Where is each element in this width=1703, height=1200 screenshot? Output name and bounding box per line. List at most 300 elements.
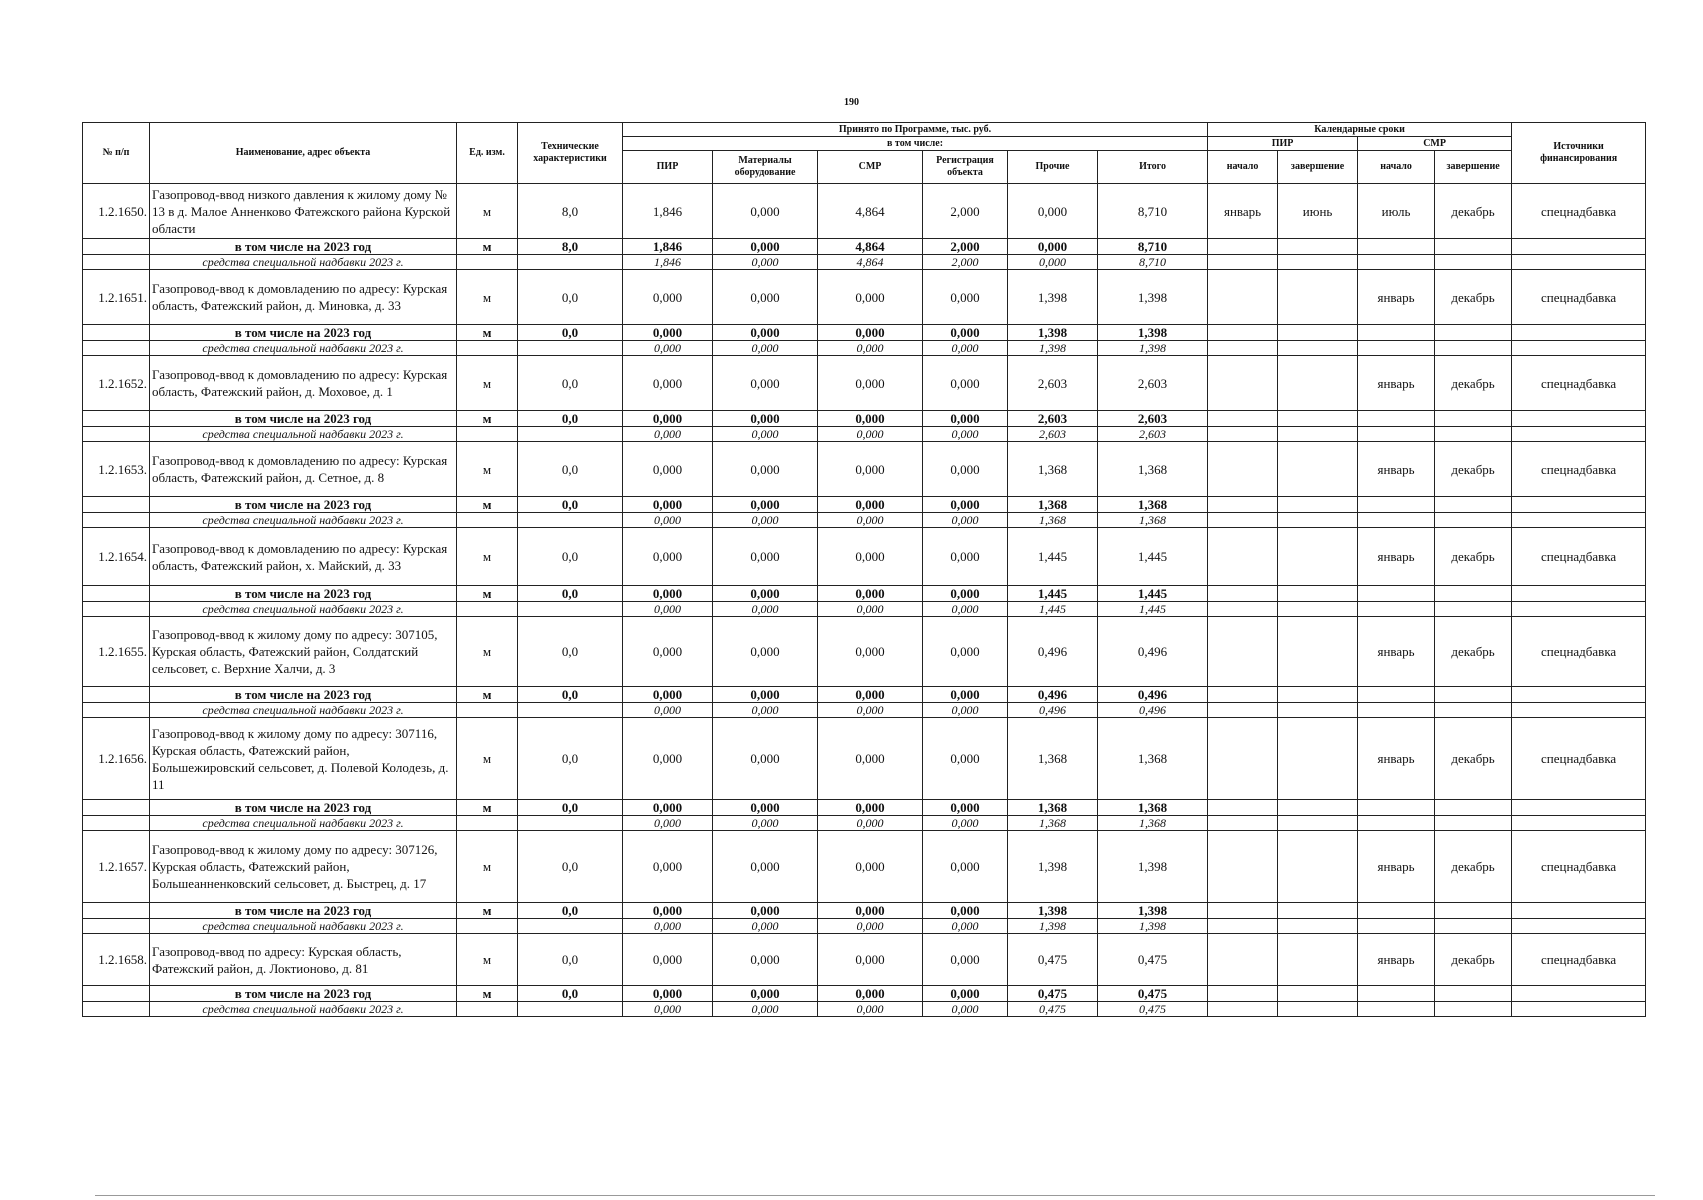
total-cell: 1,368 xyxy=(1098,513,1208,528)
other-cell: 0,496 xyxy=(1008,617,1098,687)
empty-cell xyxy=(1435,325,1512,341)
special-fund-row xyxy=(83,1002,1646,1017)
empty-cell xyxy=(518,602,623,617)
object-name: Газопровод-ввод к домовладению по адресу: Курская область, Фатежский район, х. Майский, д. 33 xyxy=(150,528,457,586)
smr-end-cell: декабрь xyxy=(1435,831,1512,903)
special-fund-label: средства специальной надбавки 2023 г. xyxy=(150,816,457,831)
registration-cell: 0,000 xyxy=(923,528,1008,586)
empty-cell xyxy=(1358,255,1435,270)
empty-cell xyxy=(1435,986,1512,1002)
empty-cell xyxy=(83,325,150,341)
pir-end-cell xyxy=(1278,442,1358,497)
empty-cell xyxy=(457,703,518,718)
registration-cell: 0,000 xyxy=(923,442,1008,497)
empty-cell xyxy=(1278,816,1358,831)
total-cell: 1,398 xyxy=(1098,903,1208,919)
empty-cell xyxy=(83,427,150,442)
other-cell: 1,368 xyxy=(1008,513,1098,528)
unit-cell: м xyxy=(457,356,518,411)
empty-cell xyxy=(1435,800,1512,816)
empty-cell xyxy=(83,586,150,602)
year-subtotal-label: в том числе на 2023 год xyxy=(150,497,457,513)
other-cell: 1,368 xyxy=(1008,442,1098,497)
source-cell: спецнадбавка xyxy=(1512,356,1646,411)
other-cell: 1,445 xyxy=(1008,586,1098,602)
total-cell: 1,398 xyxy=(1098,831,1208,903)
smr-cell: 0,000 xyxy=(818,934,923,986)
year-subtotal-label: в том числе на 2023 год xyxy=(150,586,457,602)
object-name: Газопровод-ввод к жилому дому по адресу: 307116, Курская область, Фатежский район, Большежировский сельсовет, д. Полевой Колодезь, д. 11 xyxy=(150,718,457,800)
materials-cell: 0,000 xyxy=(713,687,818,703)
special-fund-label: средства специальной надбавки 2023 г. xyxy=(150,427,457,442)
registration-cell: 0,000 xyxy=(923,325,1008,341)
smr-cell: 0,000 xyxy=(818,703,923,718)
unit-cell: м xyxy=(457,934,518,986)
total-cell: 8,710 xyxy=(1098,255,1208,270)
materials-cell: 0,000 xyxy=(713,586,818,602)
other-cell: 2,603 xyxy=(1008,411,1098,427)
object-name: Газопровод-ввод к жилому дому по адресу: 307105, Курская область, Фатежский район, Солдатский сельсовет, с. Верхние Халчи, д. 3 xyxy=(150,617,457,687)
table-row xyxy=(83,356,1646,411)
tech-cell: 0,0 xyxy=(518,831,623,903)
other-cell: 1,398 xyxy=(1008,270,1098,325)
empty-cell xyxy=(1435,816,1512,831)
empty-cell xyxy=(1208,255,1278,270)
empty-cell xyxy=(1278,427,1358,442)
empty-cell xyxy=(1435,341,1512,356)
pir-start-cell xyxy=(1208,617,1278,687)
registration-cell: 2,000 xyxy=(923,184,1008,239)
empty-cell xyxy=(83,986,150,1002)
table-row xyxy=(83,442,1646,497)
source-cell: спецнадбавка xyxy=(1512,831,1646,903)
smr-cell: 0,000 xyxy=(818,903,923,919)
year-subtotal-label: в том числе на 2023 год xyxy=(150,687,457,703)
empty-cell xyxy=(1278,497,1358,513)
materials-cell: 0,000 xyxy=(713,831,818,903)
header-cal-pir: ПИР xyxy=(1208,137,1358,151)
empty-cell xyxy=(83,341,150,356)
pir-cell: 0,000 xyxy=(623,356,713,411)
other-cell: 2,603 xyxy=(1008,356,1098,411)
pir-cell: 0,000 xyxy=(623,513,713,528)
smr-cell: 0,000 xyxy=(818,986,923,1002)
smr-cell: 0,000 xyxy=(818,341,923,356)
total-cell: 0,496 xyxy=(1098,617,1208,687)
source-cell: спецнадбавка xyxy=(1512,718,1646,800)
pir-cell: 0,000 xyxy=(623,528,713,586)
unit-cell: м xyxy=(457,497,518,513)
empty-cell xyxy=(1208,341,1278,356)
pir-end-cell xyxy=(1278,718,1358,800)
unit-cell: м xyxy=(457,184,518,239)
registration-cell: 0,000 xyxy=(923,800,1008,816)
row-number: 1.2.1651. xyxy=(83,270,150,325)
other-cell: 0,000 xyxy=(1008,255,1098,270)
empty-cell xyxy=(1208,513,1278,528)
materials-cell: 0,000 xyxy=(713,703,818,718)
empty-cell xyxy=(1358,703,1435,718)
empty-cell xyxy=(1358,816,1435,831)
materials-cell: 0,000 xyxy=(713,513,818,528)
empty-cell xyxy=(1358,903,1435,919)
header-pir: ПИР xyxy=(623,151,713,184)
empty-cell xyxy=(1512,986,1646,1002)
tech-cell: 8,0 xyxy=(518,239,623,255)
tech-cell: 0,0 xyxy=(518,903,623,919)
tech-cell: 0,0 xyxy=(518,586,623,602)
registration-cell: 0,000 xyxy=(923,986,1008,1002)
empty-cell xyxy=(1208,497,1278,513)
empty-cell xyxy=(1358,586,1435,602)
empty-cell xyxy=(1512,513,1646,528)
row-number: 1.2.1652. xyxy=(83,356,150,411)
special-fund-label: средства специальной надбавки 2023 г. xyxy=(150,1002,457,1017)
row-number: 1.2.1653. xyxy=(83,442,150,497)
empty-cell xyxy=(83,919,150,934)
smr-end-cell: декабрь xyxy=(1435,528,1512,586)
header-including: в том числе: xyxy=(623,137,1208,151)
total-cell: 1,398 xyxy=(1098,341,1208,356)
registration-cell: 0,000 xyxy=(923,341,1008,356)
special-fund-label: средства специальной надбавки 2023 г. xyxy=(150,703,457,718)
empty-cell xyxy=(457,427,518,442)
empty-cell xyxy=(1512,602,1646,617)
registration-cell: 0,000 xyxy=(923,934,1008,986)
other-cell: 0,496 xyxy=(1008,703,1098,718)
total-cell: 2,603 xyxy=(1098,411,1208,427)
registration-cell: 0,000 xyxy=(923,602,1008,617)
pir-cell: 1,846 xyxy=(623,255,713,270)
pir-cell: 0,000 xyxy=(623,816,713,831)
pir-cell: 0,000 xyxy=(623,718,713,800)
total-cell: 1,398 xyxy=(1098,919,1208,934)
header-registration: Регистрация объекта xyxy=(923,151,1008,184)
year-subtotal-row xyxy=(83,325,1646,341)
special-fund-label: средства специальной надбавки 2023 г. xyxy=(150,341,457,356)
empty-cell xyxy=(83,255,150,270)
total-cell: 1,368 xyxy=(1098,497,1208,513)
materials-cell: 0,000 xyxy=(713,602,818,617)
empty-cell xyxy=(1512,919,1646,934)
smr-start-cell: январь xyxy=(1358,617,1435,687)
pir-end-cell xyxy=(1278,934,1358,986)
header-other: Прочие xyxy=(1008,151,1098,184)
source-cell: спецнадбавка xyxy=(1512,528,1646,586)
header-total: Итого xyxy=(1098,151,1208,184)
smr-cell: 4,864 xyxy=(818,255,923,270)
empty-cell xyxy=(1435,497,1512,513)
empty-cell xyxy=(1435,703,1512,718)
empty-cell xyxy=(1278,602,1358,617)
header-calendar: Календарные сроки xyxy=(1208,123,1512,137)
pir-end-cell: июнь xyxy=(1278,184,1358,239)
materials-cell: 0,000 xyxy=(713,270,818,325)
empty-cell xyxy=(1208,325,1278,341)
empty-cell xyxy=(1512,903,1646,919)
smr-start-cell: январь xyxy=(1358,934,1435,986)
empty-cell xyxy=(1278,341,1358,356)
unit-cell: м xyxy=(457,687,518,703)
smr-cell: 0,000 xyxy=(818,1002,923,1017)
smr-cell: 0,000 xyxy=(818,411,923,427)
header-sources: Источники финансирования xyxy=(1512,123,1646,184)
other-cell: 1,445 xyxy=(1008,602,1098,617)
special-fund-row xyxy=(83,919,1646,934)
pir-cell: 0,000 xyxy=(623,617,713,687)
object-name: Газопровод-ввод по адресу: Курская область, Фатежский район, д. Локтионово, д. 81 xyxy=(150,934,457,986)
other-cell: 1,368 xyxy=(1008,816,1098,831)
empty-cell xyxy=(1512,325,1646,341)
year-subtotal-label: в том числе на 2023 год xyxy=(150,986,457,1002)
smr-cell: 0,000 xyxy=(818,831,923,903)
empty-cell xyxy=(457,816,518,831)
empty-cell xyxy=(1435,255,1512,270)
empty-cell xyxy=(1278,800,1358,816)
year-subtotal-row xyxy=(83,411,1646,427)
empty-cell xyxy=(1358,411,1435,427)
program-table xyxy=(82,122,1646,1017)
smr-start-cell: январь xyxy=(1358,718,1435,800)
materials-cell: 0,000 xyxy=(713,800,818,816)
source-cell: спецнадбавка xyxy=(1512,184,1646,239)
smr-start-cell: январь xyxy=(1358,831,1435,903)
year-subtotal-row xyxy=(83,586,1646,602)
smr-cell: 0,000 xyxy=(818,617,923,687)
header-pir-start: начало xyxy=(1208,151,1278,184)
header-smr-end: завершение xyxy=(1435,151,1512,184)
tech-cell: 0,0 xyxy=(518,617,623,687)
special-fund-row xyxy=(83,427,1646,442)
object-name: Газопровод-ввод к жилому дому по адресу: 307126, Курская область, Фатежский район, Большеанненковский сельсовет, д. Быстрец, д. 17 xyxy=(150,831,457,903)
total-cell: 1,368 xyxy=(1098,718,1208,800)
other-cell: 1,398 xyxy=(1008,919,1098,934)
other-cell: 0,000 xyxy=(1008,184,1098,239)
other-cell: 1,368 xyxy=(1008,718,1098,800)
table-header xyxy=(83,123,1646,184)
smr-start-cell: январь xyxy=(1358,270,1435,325)
tech-cell: 0,0 xyxy=(518,934,623,986)
registration-cell: 2,000 xyxy=(923,255,1008,270)
empty-cell xyxy=(1435,427,1512,442)
empty-cell xyxy=(518,341,623,356)
smr-start-cell: январь xyxy=(1358,442,1435,497)
smr-cell: 0,000 xyxy=(818,919,923,934)
unit-cell: м xyxy=(457,325,518,341)
pir-cell: 0,000 xyxy=(623,1002,713,1017)
pir-cell: 0,000 xyxy=(623,341,713,356)
other-cell: 1,398 xyxy=(1008,325,1098,341)
smr-cell: 0,000 xyxy=(818,356,923,411)
other-cell: 0,475 xyxy=(1008,986,1098,1002)
header-accepted: Принято по Программе, тыс. руб. xyxy=(623,123,1208,137)
pir-end-cell xyxy=(1278,831,1358,903)
smr-cell: 4,864 xyxy=(818,239,923,255)
smr-cell: 0,000 xyxy=(818,270,923,325)
other-cell: 0,475 xyxy=(1008,1002,1098,1017)
smr-cell: 0,000 xyxy=(818,325,923,341)
empty-cell xyxy=(457,255,518,270)
empty-cell xyxy=(1358,800,1435,816)
pir-cell: 0,000 xyxy=(623,411,713,427)
materials-cell: 0,000 xyxy=(713,356,818,411)
materials-cell: 0,000 xyxy=(713,497,818,513)
empty-cell xyxy=(1278,411,1358,427)
empty-cell xyxy=(1512,497,1646,513)
empty-cell xyxy=(83,800,150,816)
materials-cell: 0,000 xyxy=(713,986,818,1002)
empty-cell xyxy=(1278,903,1358,919)
total-cell: 1,368 xyxy=(1098,800,1208,816)
total-cell: 8,710 xyxy=(1098,184,1208,239)
tech-cell: 0,0 xyxy=(518,718,623,800)
empty-cell xyxy=(1208,919,1278,934)
empty-cell xyxy=(1358,325,1435,341)
empty-cell xyxy=(457,1002,518,1017)
pir-start-cell xyxy=(1208,831,1278,903)
unit-cell: м xyxy=(457,270,518,325)
year-subtotal-label: в том числе на 2023 год xyxy=(150,325,457,341)
empty-cell xyxy=(1358,497,1435,513)
empty-cell xyxy=(1512,816,1646,831)
pir-cell: 0,000 xyxy=(623,427,713,442)
object-name: Газопровод-ввод к домовладению по адресу: Курская область, Фатежский район, д. Сетное, д. 8 xyxy=(150,442,457,497)
header-name: Наименование, адрес объекта xyxy=(150,123,457,184)
smr-cell: 4,864 xyxy=(818,184,923,239)
total-cell: 1,368 xyxy=(1098,442,1208,497)
tech-cell: 0,0 xyxy=(518,356,623,411)
other-cell: 1,368 xyxy=(1008,497,1098,513)
registration-cell: 0,000 xyxy=(923,497,1008,513)
empty-cell xyxy=(1512,255,1646,270)
total-cell: 2,603 xyxy=(1098,356,1208,411)
pir-cell: 0,000 xyxy=(623,703,713,718)
smr-cell: 0,000 xyxy=(818,497,923,513)
empty-cell xyxy=(1278,325,1358,341)
header-tech: Технические характеристики xyxy=(518,123,623,184)
row-number: 1.2.1656. xyxy=(83,718,150,800)
other-cell: 1,398 xyxy=(1008,831,1098,903)
empty-cell xyxy=(1278,687,1358,703)
empty-cell xyxy=(1435,903,1512,919)
empty-cell xyxy=(1435,687,1512,703)
registration-cell: 0,000 xyxy=(923,270,1008,325)
empty-cell xyxy=(1435,513,1512,528)
empty-cell xyxy=(1512,411,1646,427)
pir-cell: 0,000 xyxy=(623,800,713,816)
smr-cell: 0,000 xyxy=(818,687,923,703)
total-cell: 1,445 xyxy=(1098,586,1208,602)
special-fund-label: средства специальной надбавки 2023 г. xyxy=(150,919,457,934)
pir-start-cell xyxy=(1208,356,1278,411)
empty-cell xyxy=(1278,703,1358,718)
registration-cell: 0,000 xyxy=(923,919,1008,934)
materials-cell: 0,000 xyxy=(713,718,818,800)
smr-end-cell: декабрь xyxy=(1435,934,1512,986)
year-subtotal-row xyxy=(83,497,1646,513)
pir-end-cell xyxy=(1278,528,1358,586)
materials-cell: 0,000 xyxy=(713,341,818,356)
unit-cell: м xyxy=(457,411,518,427)
empty-cell xyxy=(1512,239,1646,255)
empty-cell xyxy=(1278,1002,1358,1017)
object-name: Газопровод-ввод низкого давления к жилому дому № 13 в д. Малое Анненково Фатежского района Курской области xyxy=(150,184,457,239)
materials-cell: 0,000 xyxy=(713,816,818,831)
empty-cell xyxy=(83,239,150,255)
smr-cell: 0,000 xyxy=(818,602,923,617)
source-cell: спецнадбавка xyxy=(1512,934,1646,986)
total-cell: 0,475 xyxy=(1098,986,1208,1002)
materials-cell: 0,000 xyxy=(713,184,818,239)
materials-cell: 0,000 xyxy=(713,427,818,442)
empty-cell xyxy=(1278,586,1358,602)
header-num: № п/п xyxy=(83,123,150,184)
total-cell: 0,475 xyxy=(1098,1002,1208,1017)
year-subtotal-row xyxy=(83,903,1646,919)
source-cell: спецнадбавка xyxy=(1512,617,1646,687)
materials-cell: 0,000 xyxy=(713,934,818,986)
empty-cell xyxy=(518,703,623,718)
special-fund-label: средства специальной надбавки 2023 г. xyxy=(150,255,457,270)
empty-cell xyxy=(1278,919,1358,934)
materials-cell: 0,000 xyxy=(713,617,818,687)
empty-cell xyxy=(1358,986,1435,1002)
empty-cell xyxy=(1358,919,1435,934)
empty-cell xyxy=(1278,239,1358,255)
unit-cell: м xyxy=(457,831,518,903)
empty-cell xyxy=(1358,239,1435,255)
tech-cell: 0,0 xyxy=(518,411,623,427)
header-cal-smr: СМР xyxy=(1358,137,1512,151)
empty-cell xyxy=(1278,986,1358,1002)
pir-end-cell xyxy=(1278,617,1358,687)
empty-cell xyxy=(518,427,623,442)
table-row xyxy=(83,934,1646,986)
empty-cell xyxy=(83,687,150,703)
empty-cell xyxy=(1512,800,1646,816)
other-cell: 1,398 xyxy=(1008,903,1098,919)
unit-cell: м xyxy=(457,986,518,1002)
special-fund-row xyxy=(83,341,1646,356)
smr-start-cell: январь xyxy=(1358,528,1435,586)
pir-cell: 0,000 xyxy=(623,986,713,1002)
smr-end-cell: декабрь xyxy=(1435,356,1512,411)
year-subtotal-row xyxy=(83,800,1646,816)
materials-cell: 0,000 xyxy=(713,442,818,497)
smr-end-cell: декабрь xyxy=(1435,270,1512,325)
pir-end-cell xyxy=(1278,270,1358,325)
empty-cell xyxy=(1208,1002,1278,1017)
smr-end-cell: декабрь xyxy=(1435,442,1512,497)
row-number: 1.2.1655. xyxy=(83,617,150,687)
empty-cell xyxy=(1358,687,1435,703)
smr-cell: 0,000 xyxy=(818,718,923,800)
unit-cell: м xyxy=(457,903,518,919)
pir-cell: 1,846 xyxy=(623,184,713,239)
empty-cell xyxy=(457,341,518,356)
registration-cell: 0,000 xyxy=(923,687,1008,703)
unit-cell: м xyxy=(457,528,518,586)
smr-end-cell: декабрь xyxy=(1435,184,1512,239)
pir-cell: 0,000 xyxy=(623,442,713,497)
other-cell: 1,398 xyxy=(1008,341,1098,356)
other-cell: 2,603 xyxy=(1008,427,1098,442)
registration-cell: 0,000 xyxy=(923,356,1008,411)
header-materials: Материалы оборудование xyxy=(713,151,818,184)
header-pir-end: завершение xyxy=(1278,151,1358,184)
registration-cell: 0,000 xyxy=(923,831,1008,903)
empty-cell xyxy=(1208,687,1278,703)
